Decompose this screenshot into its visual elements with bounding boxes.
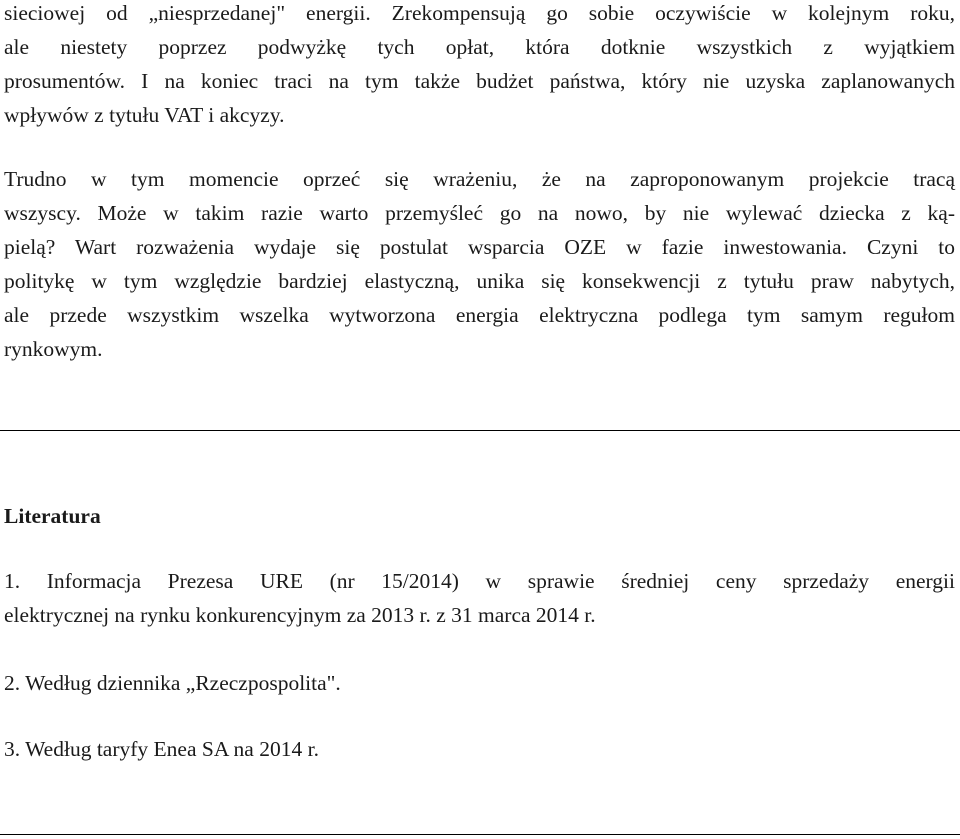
- paragraph-energy-costs: [4, 0, 955, 132]
- paragraph-line: ale niestety poprzez podwyżkę tych opłat, która dotknie wszystkich z wyjątkiem: [4, 35, 955, 59]
- reference-item: [4, 564, 955, 632]
- paragraph-line: wszyscy. Może w takim razie warto przemyśleć go na nowo, by nie wylewać dziecka z ką-: [4, 201, 955, 225]
- paragraph-line: ale przede wszystkim wszelka wytworzona energia elektryczna podlega tym samym regułom: [4, 303, 955, 327]
- paragraph-line: pielą? Wart rozważenia wydaje się postulat wsparcia OZE w fazie inwestowania. Czyni to: [4, 235, 955, 259]
- paragraph-line: Trudno w tym momencie oprzeć się wrażeniu, że na zaproponowanym projekcie tracą: [4, 167, 955, 191]
- section-divider: [0, 430, 960, 431]
- paragraph-line: prosumentów. I na koniec traci na tym także budżet państwa, który nie uzyska zaplanowanych: [4, 69, 955, 93]
- paragraph-line: sieciowej od „niesprzedanej" energii. Zrekompensują go sobie oczywiście w kolejnym roku,: [4, 1, 955, 25]
- paragraph-line: politykę w tym względzie bardziej elastyczną, unika się konsekwencji z tytułu praw nabytych,: [4, 269, 955, 293]
- reference-line: 2. Według dziennika „Rzeczpospolita".: [4, 671, 341, 695]
- reference-line: 3. Według taryfy Enea SA na 2014 r.: [4, 737, 319, 761]
- paragraph-conclusion: [4, 162, 955, 366]
- reference-line: elektrycznej na rynku konkurencyjnym za 2013 r. z 31 marca 2014 r.: [4, 603, 596, 627]
- footer-divider: [0, 834, 960, 835]
- literature-heading: Literatura: [4, 504, 101, 528]
- paragraph-line: rynkowym.: [4, 337, 103, 361]
- paragraph-line: wpływów z tytułu VAT i akcyzy.: [4, 103, 285, 127]
- reference-item: [4, 666, 955, 700]
- reference-item: [4, 732, 955, 766]
- reference-line: 1. Informacja Prezesa URE (nr 15/2014) w sprawie średniej ceny sprzedaży energii: [4, 569, 955, 593]
